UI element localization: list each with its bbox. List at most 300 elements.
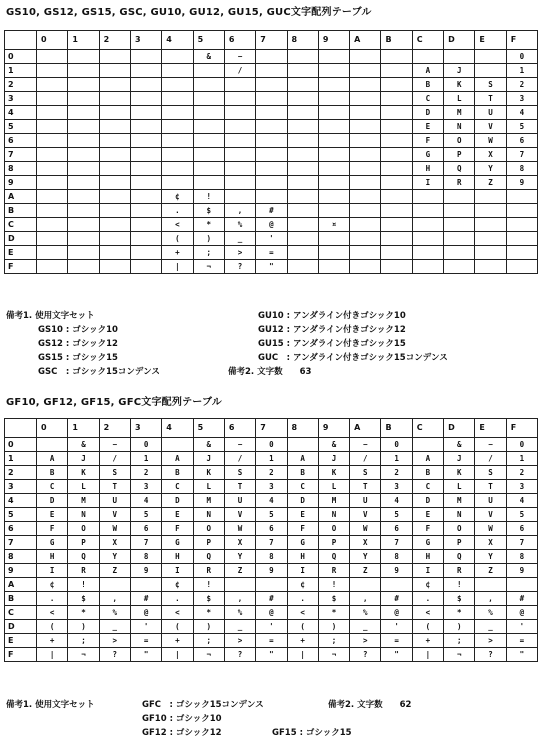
- char-cell: [287, 232, 318, 246]
- row-header: 6: [5, 134, 37, 148]
- table-row: [5, 232, 538, 246]
- row-header: B: [5, 592, 37, 606]
- char-cell: L: [193, 480, 224, 494]
- column-header: 3: [130, 31, 161, 50]
- char-cell: Y: [99, 550, 130, 564]
- table-row: [5, 218, 538, 232]
- char-cell: [99, 232, 130, 246]
- char-cell: [506, 204, 537, 218]
- char-cell: E: [412, 508, 443, 522]
- char-cell: [99, 190, 130, 204]
- char-cell: [224, 190, 255, 204]
- char-cell: [412, 260, 443, 274]
- table-row: [5, 162, 538, 176]
- column-header: 1: [68, 419, 99, 438]
- char-cell: *: [318, 606, 349, 620]
- char-cell: 1: [381, 452, 412, 466]
- char-cell: +: [412, 634, 443, 648]
- char-cell: [224, 176, 255, 190]
- table-row: [5, 494, 538, 508]
- char-cell: D: [37, 494, 68, 508]
- char-cell: G: [412, 536, 443, 550]
- char-cell: O: [318, 522, 349, 536]
- char-cell: (: [162, 232, 193, 246]
- char-cell: F: [412, 134, 443, 148]
- char-cell: N: [193, 508, 224, 522]
- char-cell: [506, 232, 537, 246]
- char-cell: [381, 260, 412, 274]
- char-cell: [68, 78, 99, 92]
- top-note-gs12: GS12 : ゴシック12: [38, 339, 118, 349]
- char-cell: 3: [506, 92, 537, 106]
- row-header: 2: [5, 78, 37, 92]
- char-cell: G: [412, 148, 443, 162]
- char-cell: O: [193, 522, 224, 536]
- char-cell: [37, 106, 68, 120]
- char-cell: [99, 134, 130, 148]
- char-cell: [130, 120, 161, 134]
- char-cell: F: [287, 522, 318, 536]
- table-row: [5, 578, 538, 592]
- char-cell: =: [381, 634, 412, 648]
- char-cell: N: [68, 508, 99, 522]
- char-cell: [318, 176, 349, 190]
- char-cell: [475, 50, 506, 64]
- char-cell: [99, 176, 130, 190]
- char-cell: [68, 218, 99, 232]
- char-cell: W: [475, 522, 506, 536]
- char-cell: !: [193, 578, 224, 592]
- char-cell: [162, 134, 193, 148]
- char-cell: .: [287, 592, 318, 606]
- char-cell: [256, 134, 287, 148]
- column-header: B: [381, 31, 412, 50]
- char-cell: [68, 92, 99, 106]
- char-cell: B: [412, 78, 443, 92]
- char-cell: %: [350, 606, 381, 620]
- row-header: 9: [5, 564, 37, 578]
- char-cell: ': [130, 620, 161, 634]
- char-cell: [37, 120, 68, 134]
- char-cell: −: [224, 438, 255, 452]
- char-cell: [287, 260, 318, 274]
- char-cell: L: [68, 480, 99, 494]
- char-cell: 0: [130, 438, 161, 452]
- column-header: D: [444, 31, 475, 50]
- char-cell: Q: [444, 550, 475, 564]
- column-header: E: [475, 31, 506, 50]
- char-cell: <: [412, 606, 443, 620]
- column-header-row: [5, 419, 538, 438]
- char-cell: [350, 120, 381, 134]
- char-cell: [318, 190, 349, 204]
- char-cell: [193, 64, 224, 78]
- column-header: A: [350, 419, 381, 438]
- char-cell: [37, 134, 68, 148]
- char-cell: |: [287, 648, 318, 662]
- char-cell: −: [475, 438, 506, 452]
- char-cell: [412, 190, 443, 204]
- char-cell: P: [68, 536, 99, 550]
- char-cell: X: [475, 148, 506, 162]
- char-cell: ): [68, 620, 99, 634]
- char-cell: #: [381, 592, 412, 606]
- char-cell: ¢: [287, 578, 318, 592]
- char-cell: Q: [193, 550, 224, 564]
- char-cell: W: [224, 522, 255, 536]
- char-cell: H: [412, 162, 443, 176]
- char-cell: H: [37, 550, 68, 564]
- char-cell: J: [193, 452, 224, 466]
- char-cell: [37, 218, 68, 232]
- char-cell: [381, 176, 412, 190]
- char-cell: !: [444, 578, 475, 592]
- char-cell: [444, 50, 475, 64]
- row-header: 9: [5, 176, 37, 190]
- char-cell: [224, 120, 255, 134]
- char-cell: [130, 218, 161, 232]
- char-cell: %: [224, 606, 255, 620]
- char-cell: +: [37, 634, 68, 648]
- char-cell: V: [475, 508, 506, 522]
- char-cell: %: [224, 218, 255, 232]
- row-header: 2: [5, 466, 37, 480]
- char-cell: [256, 162, 287, 176]
- char-cell: Q: [318, 550, 349, 564]
- char-cell: |: [162, 260, 193, 274]
- char-cell: [475, 260, 506, 274]
- char-cell: ¬: [444, 648, 475, 662]
- char-cell: T: [475, 480, 506, 494]
- char-cell: [99, 162, 130, 176]
- char-cell: *: [193, 606, 224, 620]
- char-cell: X: [224, 536, 255, 550]
- char-cell: [318, 260, 349, 274]
- char-cell: ,: [99, 592, 130, 606]
- char-cell: [381, 92, 412, 106]
- char-cell: [475, 218, 506, 232]
- table-row: [5, 50, 538, 64]
- char-cell: 7: [506, 148, 537, 162]
- char-cell: G: [37, 536, 68, 550]
- char-cell: [130, 148, 161, 162]
- char-cell: [350, 64, 381, 78]
- char-cell: Y: [224, 550, 255, 564]
- char-cell: =: [256, 246, 287, 260]
- row-header: F: [5, 260, 37, 274]
- row-header: 8: [5, 550, 37, 564]
- char-cell: 3: [381, 480, 412, 494]
- table-row: [5, 522, 538, 536]
- char-cell: =: [256, 634, 287, 648]
- char-cell: _: [475, 620, 506, 634]
- char-cell: A: [412, 64, 443, 78]
- row-header: B: [5, 204, 37, 218]
- bottom-char-table: [4, 418, 538, 662]
- char-cell: #: [130, 592, 161, 606]
- char-cell: _: [224, 232, 255, 246]
- char-cell: P: [193, 536, 224, 550]
- row-header: 4: [5, 494, 37, 508]
- table-row: [5, 246, 538, 260]
- char-cell: L: [444, 92, 475, 106]
- char-cell: [130, 176, 161, 190]
- char-cell: @: [130, 606, 161, 620]
- char-cell: U: [475, 494, 506, 508]
- char-cell: [381, 134, 412, 148]
- column-header: D: [444, 419, 475, 438]
- char-cell: ¬: [193, 260, 224, 274]
- char-cell: ¤: [318, 218, 349, 232]
- char-cell: F: [412, 522, 443, 536]
- char-cell: N: [318, 508, 349, 522]
- char-cell: [68, 204, 99, 218]
- char-cell: (: [412, 620, 443, 634]
- char-cell: <: [287, 606, 318, 620]
- char-cell: [381, 78, 412, 92]
- top-table-title: GS10, GS12, GS15, GSC, GU10, GU12, GU15, GUC文字配列テーブル: [6, 7, 372, 18]
- char-cell: [475, 578, 506, 592]
- char-cell: [287, 106, 318, 120]
- char-cell: W: [99, 522, 130, 536]
- char-cell: D: [412, 494, 443, 508]
- column-header: 3: [130, 419, 161, 438]
- row-header: F: [5, 648, 37, 662]
- char-cell: [99, 578, 130, 592]
- char-cell: R: [193, 564, 224, 578]
- char-cell: K: [318, 466, 349, 480]
- char-cell: T: [475, 92, 506, 106]
- top-note-gu12: GU12 : アンダライン付きゴシック12: [258, 325, 406, 335]
- char-cell: %: [99, 606, 130, 620]
- char-cell: [475, 64, 506, 78]
- char-cell: S: [475, 466, 506, 480]
- char-cell: #: [256, 592, 287, 606]
- row-header: E: [5, 634, 37, 648]
- char-cell: ': [381, 620, 412, 634]
- char-cell: [287, 438, 318, 452]
- char-cell: ¬: [68, 648, 99, 662]
- char-cell: C: [287, 480, 318, 494]
- char-cell: [68, 246, 99, 260]
- char-cell: [287, 78, 318, 92]
- char-cell: [99, 148, 130, 162]
- char-cell: 2: [506, 466, 537, 480]
- char-cell: [99, 218, 130, 232]
- row-header: 0: [5, 50, 37, 64]
- char-cell: <: [162, 606, 193, 620]
- char-cell: ,: [224, 204, 255, 218]
- char-cell: [68, 232, 99, 246]
- char-cell: 5: [506, 508, 537, 522]
- table-row: [5, 92, 538, 106]
- table-row: [5, 120, 538, 134]
- char-cell: O: [68, 522, 99, 536]
- char-cell: &: [444, 438, 475, 452]
- char-cell: [287, 64, 318, 78]
- char-cell: 9: [506, 176, 537, 190]
- char-cell: Z: [350, 564, 381, 578]
- top-note-gs15: GS15 : ゴシック15: [38, 353, 118, 363]
- char-cell: 0: [256, 438, 287, 452]
- char-cell: [475, 246, 506, 260]
- char-cell: M: [68, 494, 99, 508]
- row-header: 3: [5, 92, 37, 106]
- table-row: [5, 106, 538, 120]
- row-header: 5: [5, 120, 37, 134]
- char-cell: 8: [130, 550, 161, 564]
- char-cell: Y: [350, 550, 381, 564]
- table-row: [5, 438, 538, 452]
- char-cell: [381, 120, 412, 134]
- char-cell: [287, 134, 318, 148]
- char-cell: ;: [444, 634, 475, 648]
- char-cell: 4: [130, 494, 161, 508]
- column-header: 2: [99, 31, 130, 50]
- char-cell: [37, 176, 68, 190]
- char-cell: −: [350, 438, 381, 452]
- char-cell: [130, 260, 161, 274]
- char-cell: ": [256, 260, 287, 274]
- char-cell: 1: [130, 452, 161, 466]
- char-cell: [506, 218, 537, 232]
- char-cell: R: [68, 564, 99, 578]
- bottom-table-title: GF10, GF12, GF15, GFC文字配列テーブル: [6, 397, 222, 408]
- char-cell: .: [162, 592, 193, 606]
- char-cell: [256, 50, 287, 64]
- char-cell: [37, 204, 68, 218]
- table-row: [5, 134, 538, 148]
- corner-cell: [5, 419, 37, 438]
- column-header: 0: [37, 419, 68, 438]
- char-cell: ,: [475, 592, 506, 606]
- char-cell: [381, 162, 412, 176]
- char-cell: [412, 218, 443, 232]
- char-cell: ?: [350, 648, 381, 662]
- char-cell: C: [412, 480, 443, 494]
- char-cell: [224, 162, 255, 176]
- char-cell: @: [381, 606, 412, 620]
- top-note-gu15: GU15 : アンダライン付きゴシック15: [258, 339, 406, 349]
- char-cell: K: [68, 466, 99, 480]
- char-cell: [318, 64, 349, 78]
- column-header: F: [506, 31, 537, 50]
- column-header: C: [412, 419, 443, 438]
- char-cell: [412, 246, 443, 260]
- char-cell: ': [256, 620, 287, 634]
- char-cell: B: [412, 466, 443, 480]
- table-row: [5, 648, 538, 662]
- char-cell: Z: [475, 176, 506, 190]
- char-cell: [381, 204, 412, 218]
- column-header: 8: [287, 31, 318, 50]
- char-cell: 0: [506, 438, 537, 452]
- char-cell: [475, 204, 506, 218]
- char-cell: 3: [506, 480, 537, 494]
- char-cell: [256, 120, 287, 134]
- char-cell: [350, 260, 381, 274]
- char-cell: Z: [99, 564, 130, 578]
- char-cell: +: [162, 634, 193, 648]
- char-cell: 3: [130, 480, 161, 494]
- char-cell: C: [162, 480, 193, 494]
- char-cell: M: [444, 494, 475, 508]
- table-row: [5, 190, 538, 204]
- char-cell: !: [193, 190, 224, 204]
- char-cell: [381, 64, 412, 78]
- char-cell: 4: [506, 106, 537, 120]
- char-cell: |: [412, 648, 443, 662]
- char-cell: ': [256, 232, 287, 246]
- row-header: 5: [5, 508, 37, 522]
- char-cell: F: [162, 522, 193, 536]
- char-cell: [130, 232, 161, 246]
- table-row: [5, 260, 538, 274]
- char-cell: _: [350, 620, 381, 634]
- table-row: [5, 550, 538, 564]
- char-cell: T: [99, 480, 130, 494]
- char-cell: [193, 92, 224, 106]
- table-row: [5, 592, 538, 606]
- char-cell: 5: [256, 508, 287, 522]
- char-cell: =: [506, 634, 537, 648]
- row-header: 7: [5, 536, 37, 550]
- char-cell: [162, 438, 193, 452]
- char-cell: [256, 148, 287, 162]
- char-cell: [381, 246, 412, 260]
- char-cell: [68, 50, 99, 64]
- char-cell: B: [287, 466, 318, 480]
- bottom-note-count: 備考2. 文字数 62: [328, 700, 412, 710]
- char-cell: [256, 176, 287, 190]
- char-cell: V: [99, 508, 130, 522]
- char-cell: 3: [256, 480, 287, 494]
- char-cell: [162, 120, 193, 134]
- char-cell: /: [224, 64, 255, 78]
- char-cell: [193, 106, 224, 120]
- char-cell: [287, 190, 318, 204]
- char-cell: $: [318, 592, 349, 606]
- char-cell: >: [350, 634, 381, 648]
- char-cell: O: [444, 522, 475, 536]
- char-cell: A: [37, 452, 68, 466]
- top-note-guc: GUC : アンダライン付きゴシック15コンデンス: [258, 353, 448, 363]
- char-cell: [412, 50, 443, 64]
- char-cell: [444, 260, 475, 274]
- char-cell: D: [287, 494, 318, 508]
- char-cell: Y: [475, 550, 506, 564]
- char-cell: M: [318, 494, 349, 508]
- char-cell: #: [256, 204, 287, 218]
- char-cell: D: [412, 106, 443, 120]
- char-cell: [68, 176, 99, 190]
- row-header: C: [5, 218, 37, 232]
- char-cell: L: [318, 480, 349, 494]
- char-cell: 4: [256, 494, 287, 508]
- char-cell: [162, 176, 193, 190]
- char-cell: [130, 190, 161, 204]
- column-header: F: [506, 419, 537, 438]
- char-cell: [224, 78, 255, 92]
- char-cell: [318, 50, 349, 64]
- char-cell: 6: [506, 522, 537, 536]
- char-cell: [193, 78, 224, 92]
- bottom-note-charset-label: 備考1. 使用文字セット: [6, 700, 95, 710]
- char-cell: [130, 106, 161, 120]
- char-cell: [350, 204, 381, 218]
- char-cell: 9: [256, 564, 287, 578]
- char-cell: [256, 578, 287, 592]
